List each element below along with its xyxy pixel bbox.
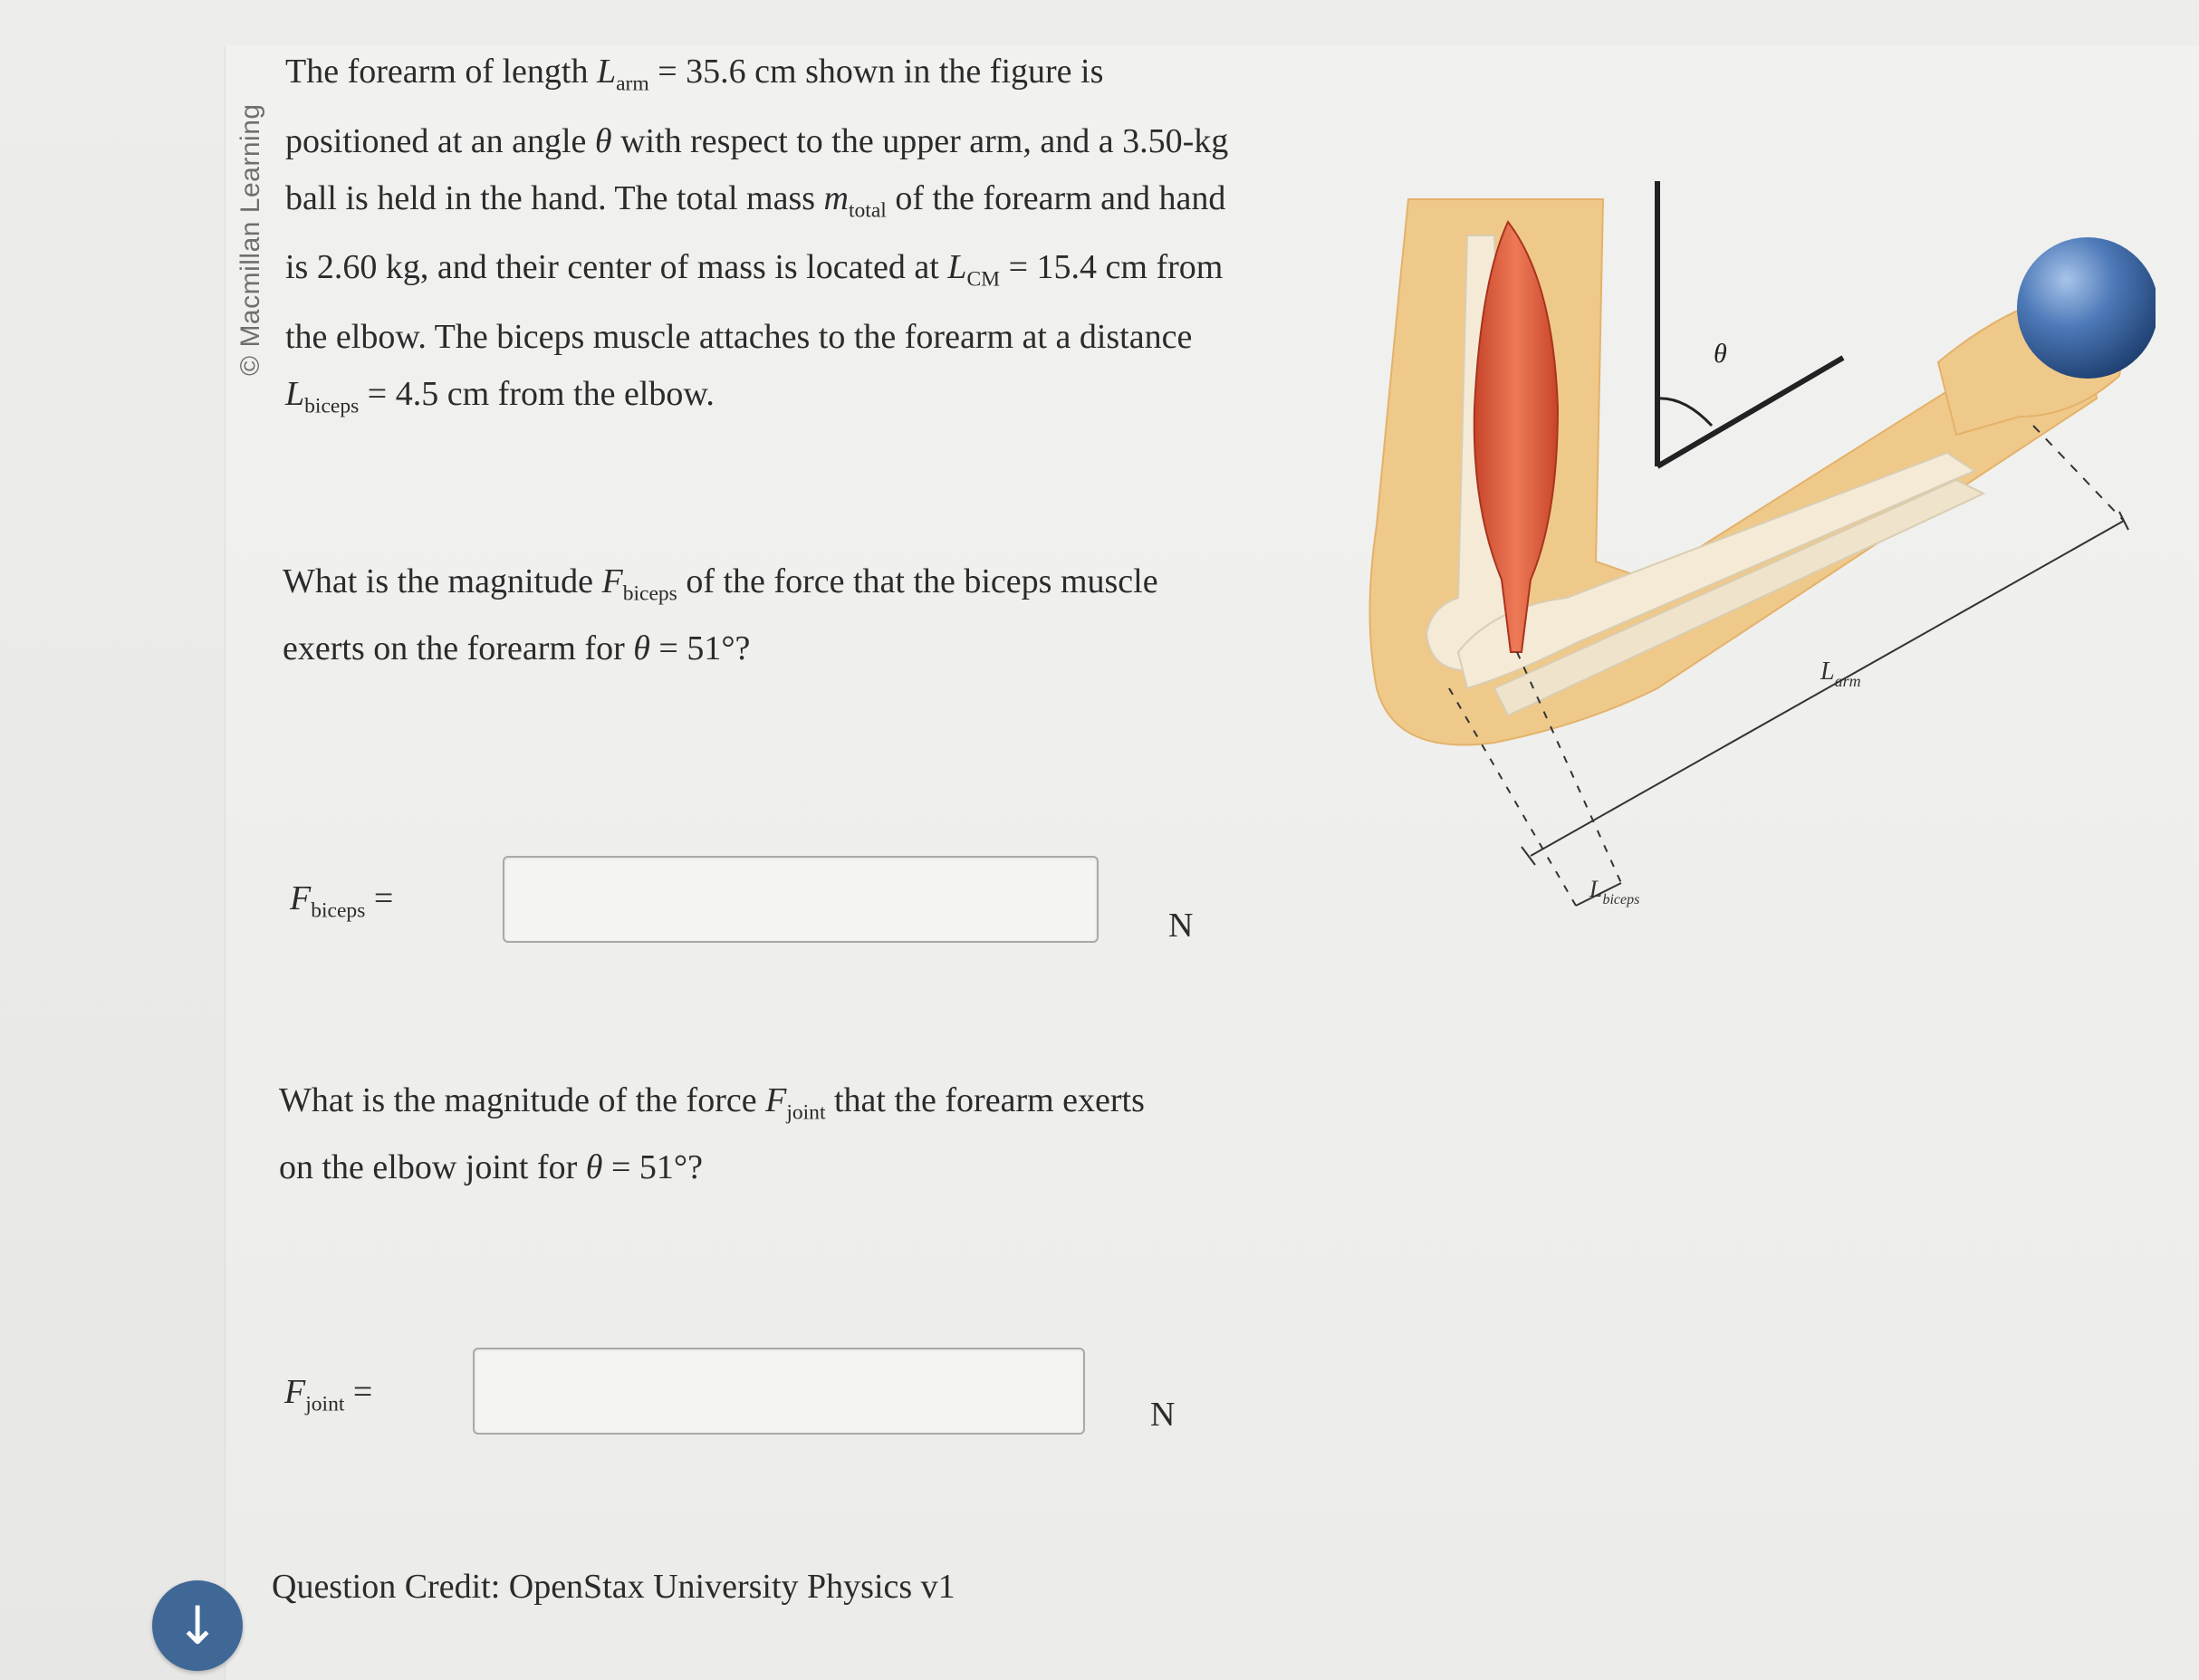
scroll-down-button[interactable] [152,1580,243,1671]
joint-force-input[interactable] [473,1348,1085,1435]
question-joint-force: What is the magnitude of the force $F_{joint}$ that the forearm exerts on the elbow joint for θ = 51°? [279,1081,1145,1186]
question-credit: Question Credit: OpenStax University Physics v1 [272,1568,955,1606]
larm-label: $L_{arm}$ [1820,658,1861,690]
angle-marker [1657,181,1843,466]
theta-label: θ [1714,339,1727,369]
arrow-down-icon: ↓ [175,1595,220,1656]
lbiceps-label: $L_{biceps}$ [1589,876,1640,907]
unit-label-biceps: N [1168,907,1194,945]
copyright-notice: © Macmillan Learning [235,103,265,376]
arm-figure [1359,181,2156,978]
biceps-force-input[interactable] [503,856,1099,943]
problem-statement: The forearm of length $L_{arm} = 35.6$ cm shown in the figure is positioned at an angle θ with respect to the upper arm, and a 3.50-kg ball is held in the hand. The total mass $m_{total}$ of the forearm and hand is 2.60 kg, and their center of mass is located at $L_{CM} = 15.4$ cm from the elbow. The biceps muscle attaches to the forearm at a distance $L_{biceps} = 4.5$ cm from the elbow. [285,53,1229,418]
ball [2017,237,2156,379]
answer-label-joint: $F_{joint}$ = [284,1373,373,1416]
question-biceps-force: What is the magnitude $F_{biceps}$ of the force that the biceps muscle exerts on the forearm for θ = 51°? [283,562,1158,667]
answer-label-biceps: $F_{biceps}$ = [290,879,394,923]
unit-label-joint: N [1150,1396,1176,1434]
